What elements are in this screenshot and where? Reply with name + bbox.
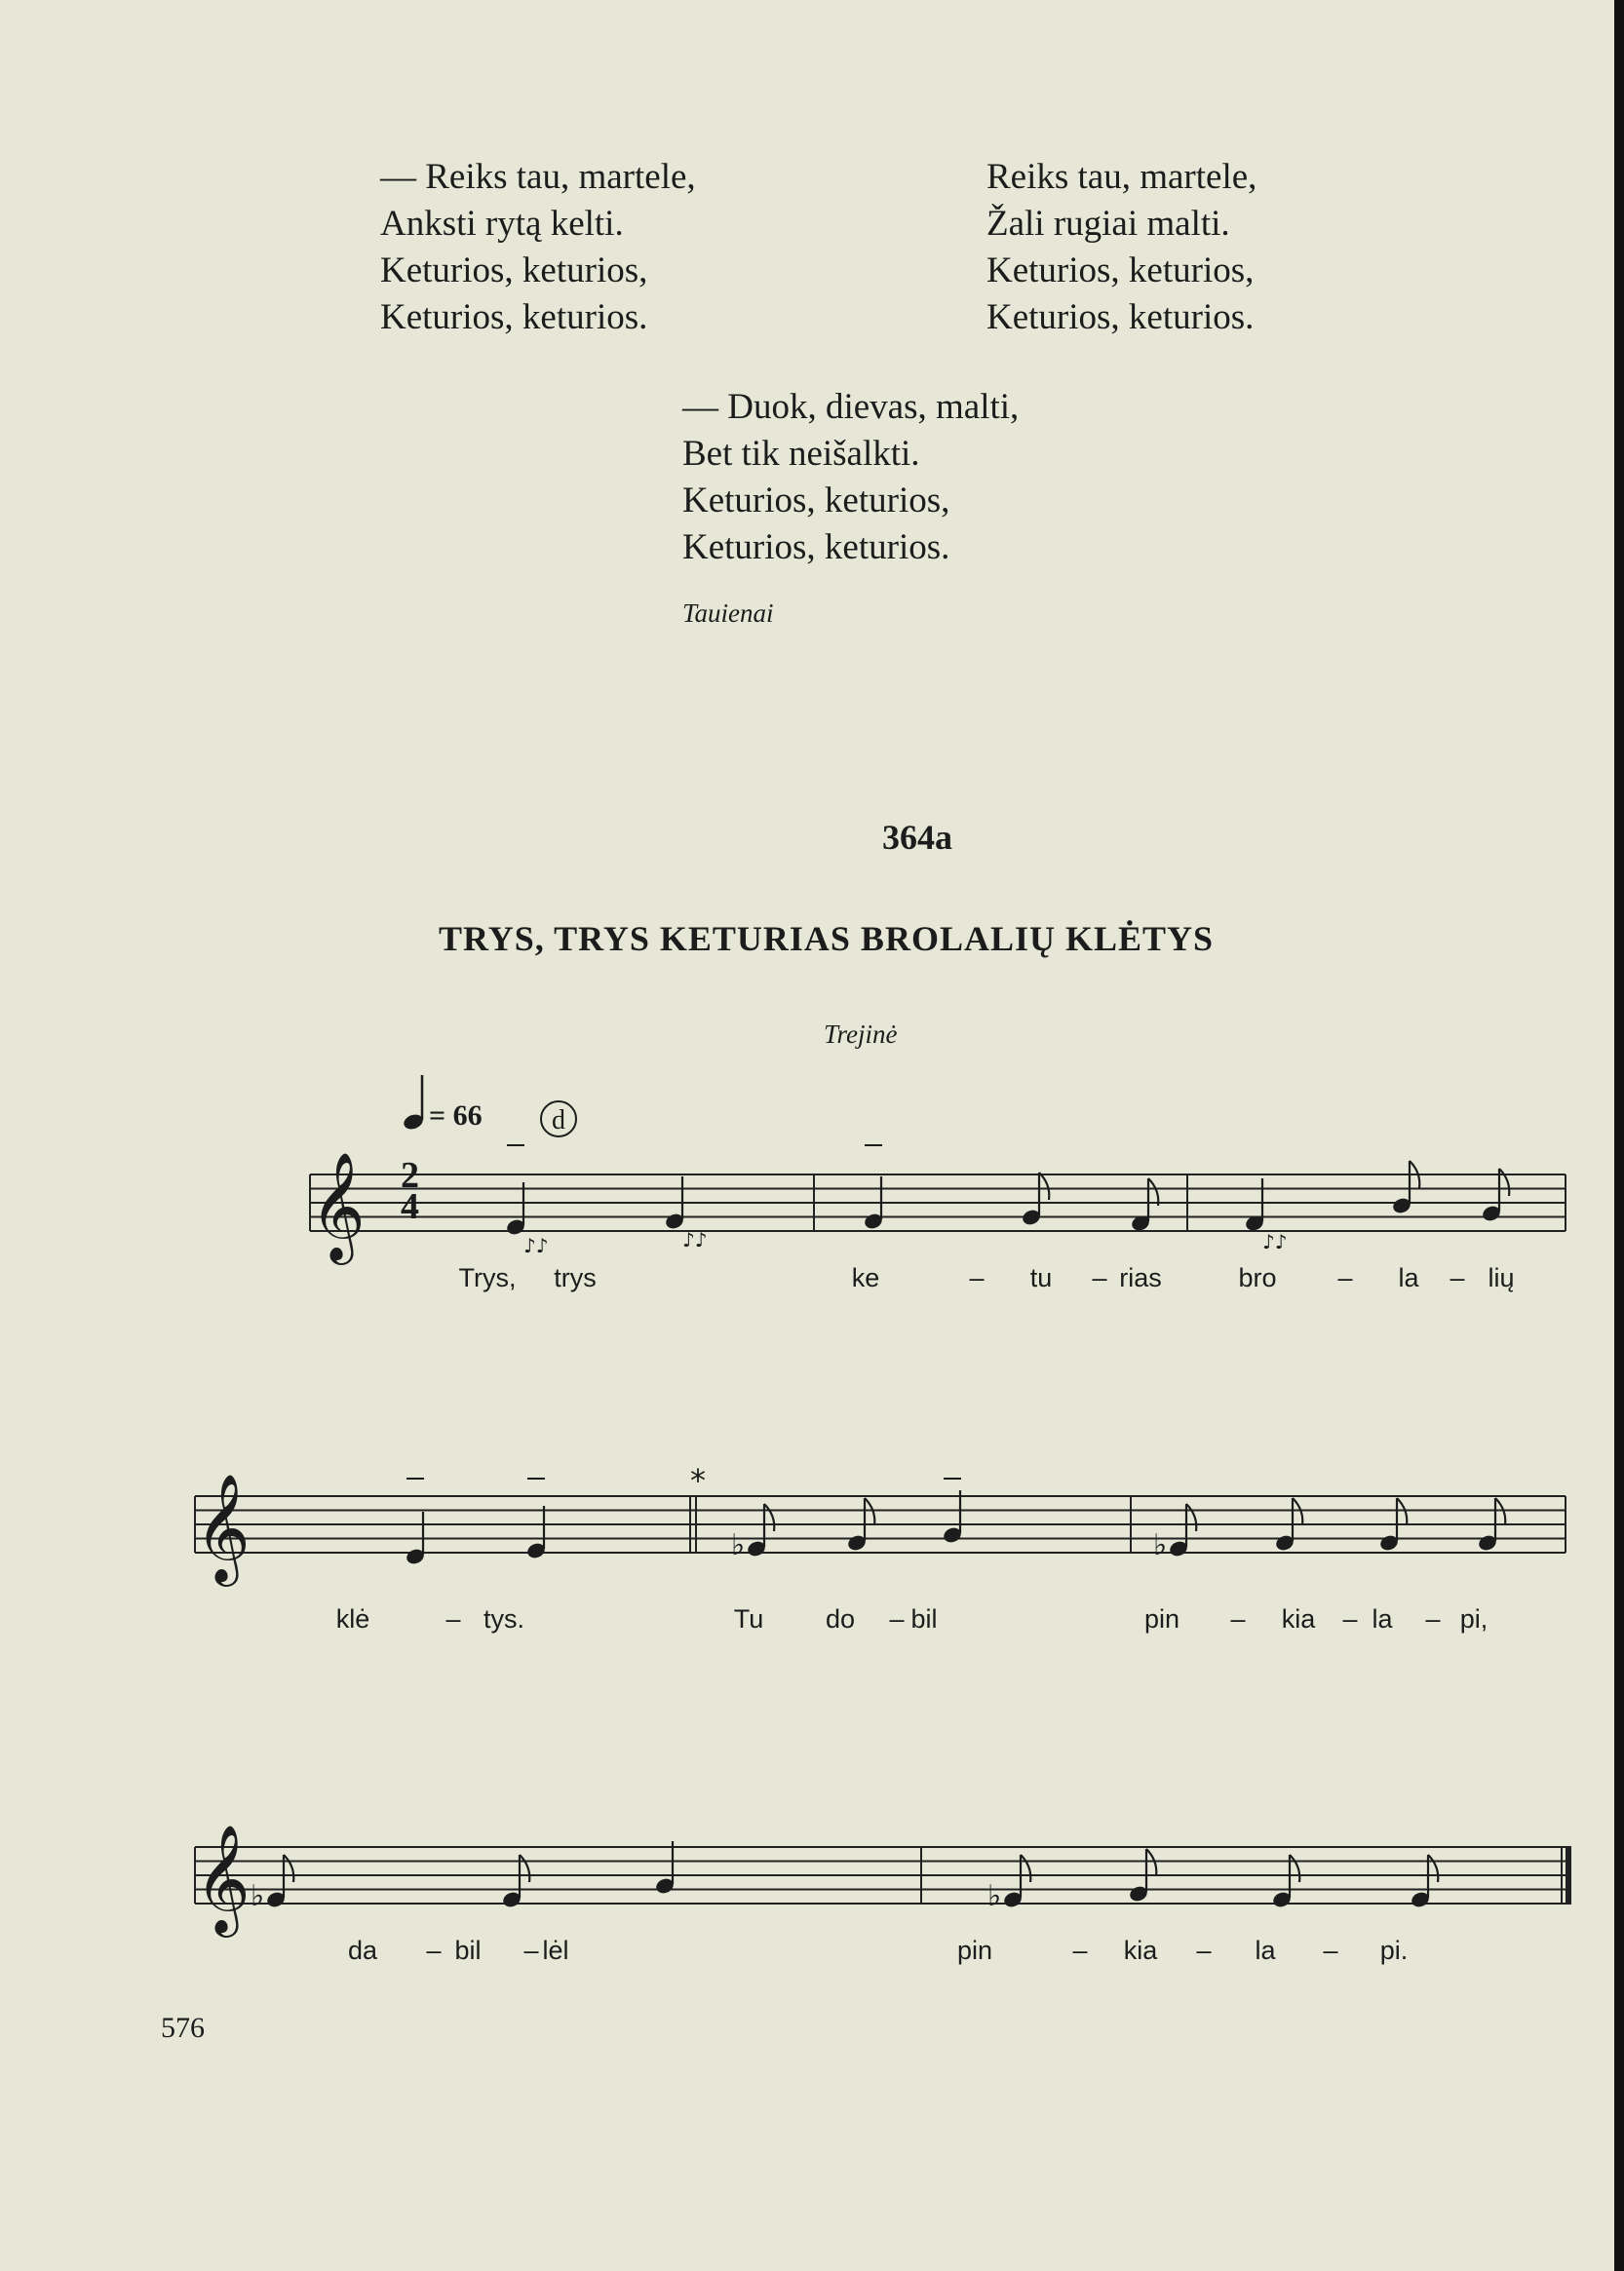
mode-letter: d <box>552 1105 565 1136</box>
lyric-syllable: – <box>1425 1604 1441 1634</box>
notes <box>251 1145 1509 1913</box>
song-title: TRYS, TRYS KETURIAS BROLALIŲ KLĖTYS <box>439 919 1215 958</box>
flat-sign-icon: ♭ <box>731 1528 746 1562</box>
flat-sign-icon: ♭ <box>251 1879 265 1913</box>
grace-marks: ♪♪ <box>682 1228 708 1251</box>
tempo-marking: = 66 <box>429 1099 483 1132</box>
lyric-syllable: – <box>1196 1936 1212 1965</box>
lyric-syllable: Trys, <box>458 1263 517 1292</box>
flat-sign-icon: ♭ <box>987 1879 1002 1913</box>
lyric-syllable: – <box>969 1263 985 1292</box>
lyric-syllable: la <box>1398 1263 1419 1292</box>
lyric-syllable: – <box>889 1604 905 1634</box>
lyric-syllable: trys <box>554 1263 597 1292</box>
lyric-syllable: – <box>1230 1604 1246 1634</box>
lyrics <box>336 1263 1515 1965</box>
lyric-syllable: – <box>1323 1936 1338 1965</box>
lyric-syllable: – <box>1337 1263 1353 1292</box>
stanza-line: — Duok, dievas, malti, <box>682 387 1020 427</box>
treble-clef-icon: 𝄞 <box>310 1151 366 1260</box>
lyric-syllable: do <box>825 1604 856 1634</box>
eighth-note <box>265 1855 293 1909</box>
stanza-line: Keturios, keturios. <box>986 297 1255 337</box>
stanza-line: Keturios, keturios. <box>380 297 648 337</box>
stanza-line: Reiks tau, martele, <box>986 157 1257 197</box>
quarter-note <box>525 1506 547 1560</box>
lyric-syllable: ke <box>851 1263 880 1292</box>
source-location: Tauienai <box>682 598 774 628</box>
lyric-syllable: – <box>426 1936 442 1965</box>
song-genre: Trejinė <box>824 1020 898 1049</box>
eighth-note <box>1002 1855 1030 1909</box>
lyric-syllable: pin <box>1143 1604 1180 1634</box>
stanza-line: Keturios, keturios, <box>682 481 950 520</box>
page-number: 576 <box>161 2012 205 2044</box>
lyric-syllable: bil <box>454 1936 482 1965</box>
lyric-syllable: da <box>347 1936 378 1965</box>
lyric-syllable: tu <box>1029 1263 1053 1292</box>
stanza-line: Žali rugiai malti. <box>986 204 1230 244</box>
eighth-note <box>1021 1173 1049 1227</box>
lyric-syllable: kia <box>1281 1604 1316 1634</box>
lyric-syllable: kia <box>1123 1936 1158 1965</box>
time-signature-bottom: 4 <box>401 1186 419 1227</box>
stanza-line: Bet tik neišalkti. <box>682 434 920 474</box>
time-signature-top: 2 <box>401 1155 419 1196</box>
stanza-line: — Reiks tau, martele, <box>380 157 696 197</box>
lyric-syllable: bro <box>1238 1263 1277 1292</box>
lyric-syllable: – <box>1450 1263 1465 1292</box>
eighth-note <box>1130 1178 1158 1233</box>
grace-marks: ♪♪ <box>523 1234 549 1257</box>
lyric-syllable: klė <box>335 1604 370 1634</box>
stanza-line: Keturios, keturios, <box>986 250 1255 290</box>
stanza-line: Keturios, keturios. <box>682 527 950 567</box>
quarter-note <box>505 1182 526 1237</box>
eighth-note <box>1410 1855 1438 1909</box>
treble-clef-icon: 𝄞 <box>195 1473 251 1582</box>
lyric-syllable: lių <box>1488 1263 1515 1292</box>
lyric-syllable: – <box>1092 1263 1107 1292</box>
eighth-note <box>1168 1504 1196 1559</box>
lyric-syllable: Tu <box>733 1604 764 1634</box>
staff-lines <box>195 1174 1571 1904</box>
lyric-syllable: pin <box>956 1936 993 1965</box>
lyric-syllable: pi, <box>1459 1604 1489 1634</box>
lyric-syllable: tys. <box>483 1604 525 1634</box>
flat-sign-icon: ♭ <box>1153 1528 1168 1562</box>
lyric-syllable: la <box>1255 1936 1276 1965</box>
stanza-line: Anksti rytą kelti. <box>380 204 624 244</box>
song-number: 364a <box>882 818 952 857</box>
lyric-syllable: – <box>445 1604 461 1634</box>
eighth-note <box>1481 1169 1509 1223</box>
lyric-syllable: – <box>1342 1604 1358 1634</box>
eighth-note <box>1271 1855 1299 1909</box>
quarter-note <box>942 1490 963 1545</box>
eighth-note <box>501 1855 529 1909</box>
quarter-note <box>1244 1178 1265 1233</box>
lyric-syllable: pi. <box>1379 1936 1409 1965</box>
quarter-note <box>654 1841 676 1896</box>
lyric-syllable: – <box>1072 1936 1088 1965</box>
lyric-syllable: rias <box>1119 1263 1162 1292</box>
stanza-line: Keturios, keturios, <box>380 250 648 290</box>
lyric-syllable: – <box>523 1936 539 1965</box>
lyric-syllable: bil <box>910 1604 938 1634</box>
mode-circle <box>541 1101 576 1136</box>
lyric-syllable: lėl <box>542 1936 569 1965</box>
treble-clef-icon: 𝄞 <box>195 1824 251 1933</box>
eighth-note <box>746 1504 774 1559</box>
lyric-syllable: la <box>1372 1604 1393 1634</box>
tempo-quarter-note <box>402 1075 425 1132</box>
grace-marks: ♪♪ <box>1262 1230 1288 1253</box>
asterisk-mark: * <box>690 1462 706 1499</box>
